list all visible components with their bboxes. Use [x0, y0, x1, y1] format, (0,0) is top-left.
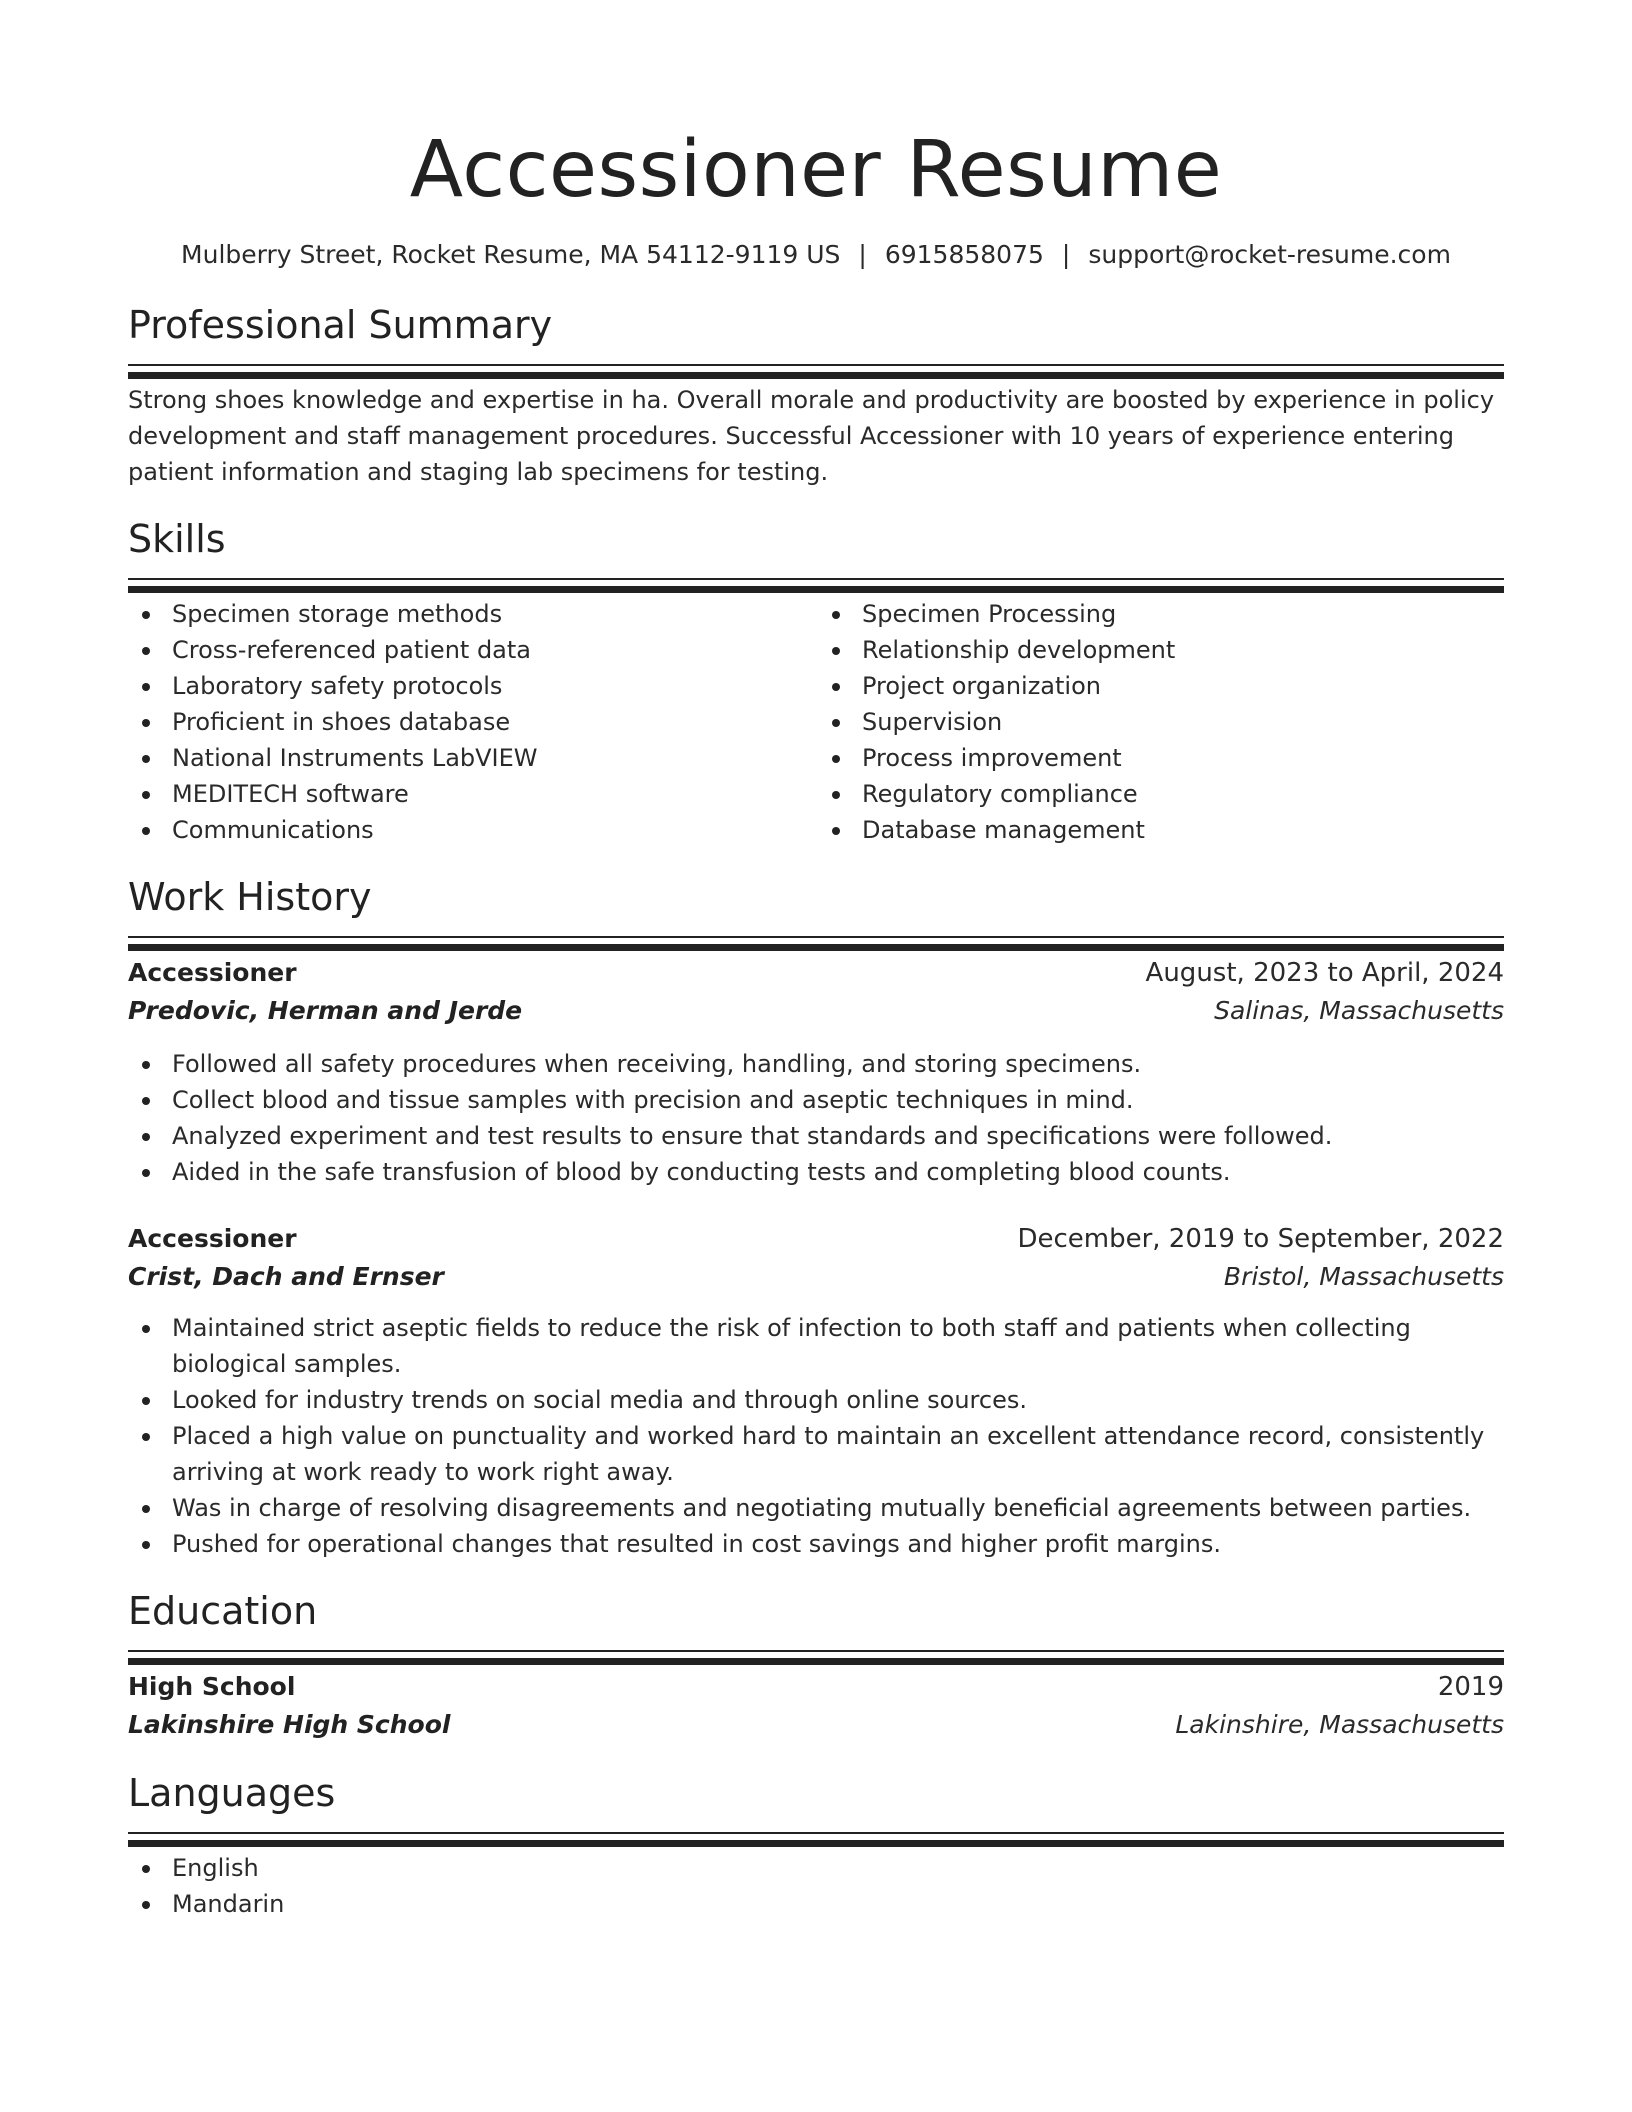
skills-list-left [128, 596, 814, 848]
email: support@rocket-resume.com [1088, 240, 1451, 269]
job-entry [128, 1220, 1504, 1562]
section-heading: Work History [128, 875, 372, 919]
page-title: Accessioner Resume [409, 125, 1223, 215]
list-item: Communications [128, 812, 814, 848]
job-entry [128, 954, 1504, 1190]
section-heading: Education [128, 1589, 318, 1633]
section-rule [128, 578, 1504, 580]
list-item: Aided in the safe transfusion of blood by conducting tests and completing blood counts. [128, 1154, 1504, 1190]
section-rule [128, 1832, 1504, 1834]
list-item: Collect blood and tissue samples with precision and aseptic techniques in mind. [128, 1082, 1504, 1118]
section-rule [128, 1650, 1504, 1652]
phone: 6915858075 [884, 240, 1044, 269]
company-name: Crist, Dach and Ernser [128, 1262, 444, 1291]
list-item: Regulatory compliance [818, 776, 1504, 812]
list-item: Looked for industry trends on social media and through online sources. [128, 1382, 1504, 1418]
separator: | [1061, 240, 1071, 269]
job-bullets [128, 1310, 1504, 1562]
section-summary [128, 300, 1504, 490]
job-dates: August, 2023 to April, 2024 [1145, 958, 1504, 988]
list-item: English [128, 1850, 1504, 1886]
list-item: Followed all safety procedures when receiving, handling, and storing specimens. [128, 1046, 1504, 1082]
section-rule [128, 364, 1504, 366]
address: Mulberry Street, Rocket Resume, MA 54112-9119 US [181, 240, 841, 269]
section-education [128, 1586, 1504, 1744]
graduation-year: 2019 [1437, 1672, 1504, 1702]
job-title: Accessioner [128, 958, 297, 987]
list-item: MEDITECH software [128, 776, 814, 812]
list-item: Proficient in shoes database [128, 704, 814, 740]
company-name: Predovic, Herman and Jerde [128, 996, 523, 1025]
section-skills [128, 514, 1504, 848]
job-bullets [128, 1046, 1504, 1190]
section-languages [128, 1768, 1504, 1922]
list-item: Placed a high value on punctuality and worked hard to maintain an excellent attendance record, consistently arriving at work ready to work right away. [128, 1418, 1504, 1490]
list-item: Laboratory safety protocols [128, 668, 814, 704]
list-item: Supervision [818, 704, 1504, 740]
section-rule [128, 936, 1504, 938]
degree: High School [128, 1672, 296, 1701]
section-heading: Languages [128, 1771, 336, 1815]
job-location: Salinas, Massachusetts [1214, 996, 1504, 1025]
school-name: Lakinshire High School [128, 1710, 451, 1739]
list-item: Process improvement [818, 740, 1504, 776]
list-item: Relationship development [818, 632, 1504, 668]
list-item: Analyzed experiment and test results to ensure that standards and specifications were followed. [128, 1118, 1504, 1154]
list-item: Project organization [818, 668, 1504, 704]
contact-line [128, 238, 1504, 272]
section-heading: Skills [128, 517, 226, 561]
job-location: Bristol, Massachusetts [1223, 1262, 1504, 1291]
list-item: Database management [818, 812, 1504, 848]
section-work-history [128, 872, 1504, 1562]
list-item: Mandarin [128, 1886, 1504, 1922]
section-heading: Professional Summary [128, 303, 553, 347]
summary-text: Strong shoes knowledge and expertise in ha. Overall morale and productivity are boosted by experience in policy development and staff management procedures. Successful Accessioner with 10 years of experience entering patient information and staging lab specimens for testing. [128, 386, 1495, 486]
list-item: Specimen Processing [818, 596, 1504, 632]
list-item: Maintained strict aseptic fields to reduce the risk of infection to both staff and patients when collecting biological samples. [128, 1310, 1504, 1382]
skills-list-right [814, 596, 1504, 848]
list-item: Was in charge of resolving disagreements and negotiating mutually beneficial agreements between parties. [128, 1490, 1504, 1526]
list-item: National Instruments LabVIEW [128, 740, 814, 776]
list-item: Cross-referenced patient data [128, 632, 814, 668]
skills-grid [128, 596, 1504, 848]
languages-list [128, 1850, 1504, 1922]
school-location: Lakinshire, Massachusetts [1175, 1710, 1504, 1739]
list-item: Specimen storage methods [128, 596, 814, 632]
list-item: Pushed for operational changes that resulted in cost savings and higher profit margins. [128, 1526, 1504, 1562]
job-title: Accessioner [128, 1224, 297, 1253]
separator: | [858, 240, 867, 269]
job-dates: December, 2019 to September, 2022 [1017, 1224, 1504, 1254]
